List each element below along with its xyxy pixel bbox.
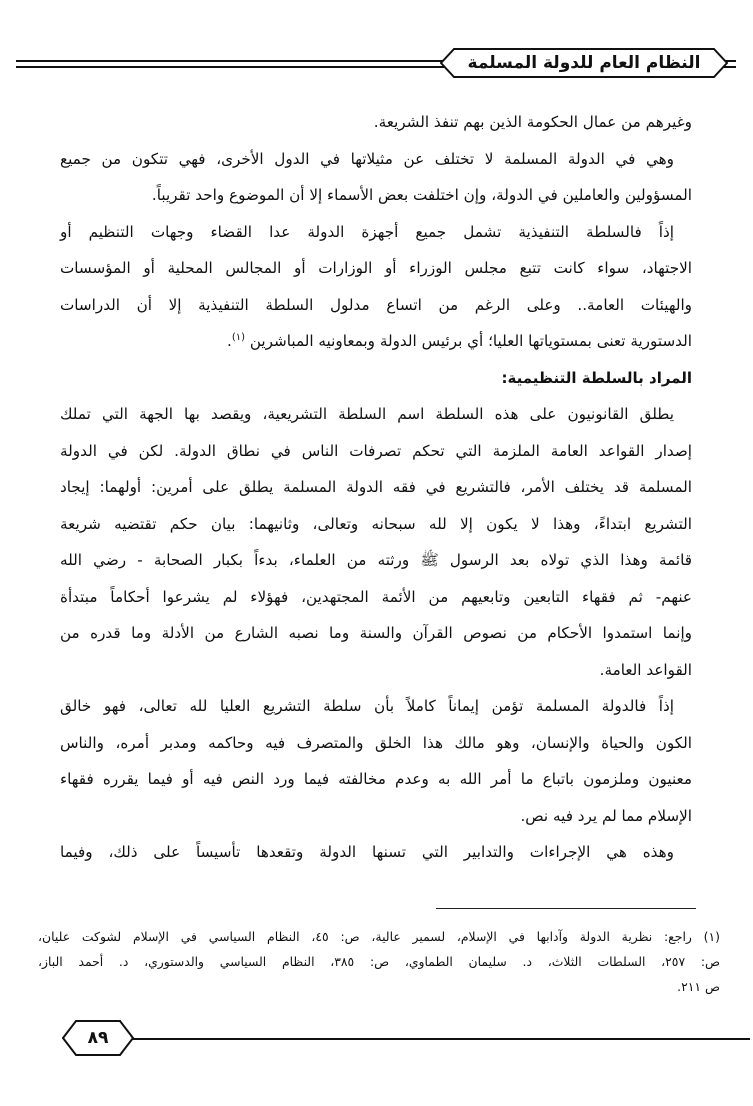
footnotes bbox=[38, 924, 720, 999]
text-line: قائمة وهذا الذي تولاه بعد الرسول ﷺ ورثته من العلماء، بدءاً بكبار الصحابة - رضي الله bbox=[60, 551, 692, 569]
footnote-line: (١) راجع: نظرية الدولة وآدابها في الإسلام، لسمير عالية، ص: ٤٥، النظام السياسي في الإسلام لشوكت عليان، bbox=[38, 929, 720, 944]
text-line: وهي في الدولة المسلمة لا تختلف عن مثيلاتها في الدول الأخرى، فهي تتكون من جميع bbox=[60, 149, 674, 168]
text-line: وغيرهم من عمال الحكومة الذين بهم تنفذ الشريعة. bbox=[373, 113, 692, 131]
page-number-badge bbox=[62, 1020, 134, 1056]
footnote-line: ص ٢١١. bbox=[677, 979, 720, 994]
text-line: وهذه هي الإجراءات والتدابير التي تسنها الدولة وتقعدها تأسيساً على ذلك، وفيما bbox=[60, 843, 674, 861]
text-line: القواعد العامة. bbox=[599, 660, 692, 679]
running-header bbox=[440, 48, 728, 78]
text-line: معنيون وملزمون باتباع ما أمر الله به وعدم مخالفته فيما ورد النص فيه أو فيما يقرره فقهاء bbox=[60, 770, 692, 788]
main-text bbox=[60, 104, 692, 871]
text-line: والهيئات العامة.. وعلى الرغم من اتساع مدلول السلطة التنفيذية إلا أن الدراسات bbox=[60, 295, 692, 314]
page-number: ٨٩ bbox=[87, 1028, 109, 1048]
section-heading: المراد بالسلطة التنظيمية: bbox=[501, 368, 692, 387]
footer-rule bbox=[130, 1038, 750, 1040]
footnote-reference: (١) bbox=[231, 331, 246, 343]
footnote-separator bbox=[436, 908, 696, 909]
footnote-line: ص: ٢٥٧، السلطات الثلاث، د. سليمان الطماوي، ص: ٣٨٥، النظام السياسي والدستوري، د. أحمد الباز، bbox=[38, 954, 721, 969]
text-line: التشريع ابتداءً، وهذا لا يكون إلا لله سبحانه وتعالى، وثانيهما: بيان حكم تقتضيه شريعة bbox=[60, 514, 692, 533]
text-line: الكون والحياة والإنسان، وهو مالك هذا الخلق والمتصرف فيه وحاكمه ومدبر أمره، والناس bbox=[60, 733, 692, 752]
running-header-title: النظام العام للدولة المسلمة bbox=[467, 53, 701, 73]
text-line: الدستورية تعنى بمستوياتها العليا؛ أي برئيس الدولة وبمعاونيه المباشرين bbox=[249, 332, 692, 350]
text-line: إصدار القواعد العامة الملزمة التي تحكم تصرفات الناس في نطاق الدولة. لكن في الدولة bbox=[60, 441, 692, 460]
text-line: إذاً فالدولة المسلمة تؤمن إيماناً كاملاً بأن سلطة التشريع العليا لله تعالى، فهو خالق bbox=[60, 697, 674, 715]
text-line: إذاً فالسلطة التنفيذية تشمل جميع أجهزة الدولة عدا القضاء وجهات التنظيم أو bbox=[60, 222, 674, 241]
text-line: المسلمة قد يختلف الأمر، فالتشريع في فقه الدولة المسلمة يطلق على أمرين: أولهما: إيجاد bbox=[60, 478, 692, 496]
text-line: الاجتهاد، سواء كانت تتبع مجلس الوزراء أو الوزارات أو المجالس المحلية أو المؤسسات bbox=[60, 259, 692, 277]
text-line: عنهم- ثم فقهاء التابعين وتابعيهم من الأئمة المجتهدين، فهؤلاء لم يشرعوا أحكاماً مبتدأة bbox=[60, 587, 692, 606]
text-line: يطلق القانونيون على هذه السلطة اسم السلطة التشريعية، ويقصد بها الجهة التي تملك bbox=[60, 405, 674, 423]
line-end-mark: . bbox=[227, 332, 232, 350]
text-line: وإنما استمدوا الأحكام من نصوص القرآن والسنة وما نصبه الشارع من الأدلة وما قدره من bbox=[60, 624, 692, 642]
text-line-with-footnote bbox=[60, 323, 692, 360]
text-line: المسؤولين والعاملين في الدولة، وإن اختلفت بعض الأسماء إلا أن الموضوع واحد تقريباً. bbox=[151, 186, 692, 204]
text-line: الإسلام مما لم يرد فيه نص. bbox=[520, 806, 692, 825]
